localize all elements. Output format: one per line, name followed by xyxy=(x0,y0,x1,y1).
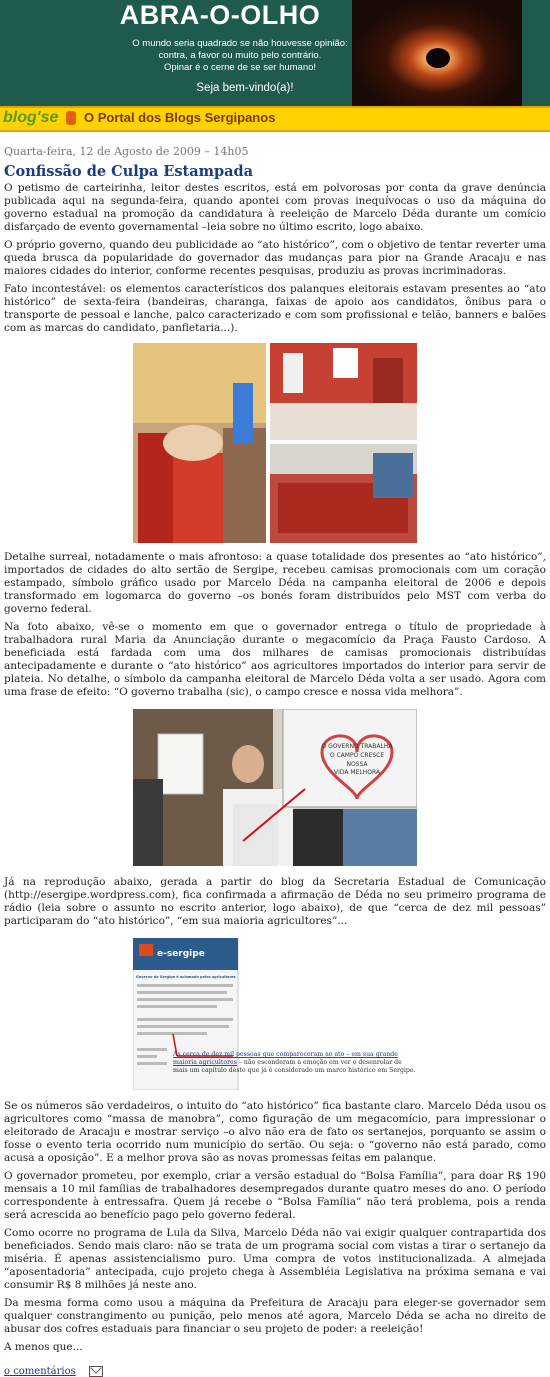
post-paragraph: O próprio governo, quando deu publicidade ao “ato histórico”, com o objetivo de tentar reverter uma queda brusca da popularidade do governador das mudanças para pior na Grande Aracaju e nas maiores cidades do interior, conforme recentes pesquisas, produziu as provas incriminadoras. xyxy=(4,239,546,277)
post-paragraph: Se os números são verdadeiros, o intuito do “ato histórico” fica bastante claro. Marcelo Déda usou os agricultores como “massa de manobra”, como figuração de um megacomício, para impressionar o eleitorado de Aracaju e mostrar serviço –o alvo não era de fato os sertanejos, porquanto se assim o fosse o evento teria ocorrido num município do sertão. Ou seja: o “governo não está parado, como acusa a oposição”. E a melhor prova são as novas promessas feitas em palanque. xyxy=(4,1100,546,1164)
post-paragraph: O governador prometeu, por exemplo, criar a versão estadual do “Bolsa Família”, para doar R$ 190 mensais a 10 mil famílias de trabalhadores desempregados durante quatro meses do ano. O período correspondente à entressafra. Quem já recebe o “Bolsa Família” não terá problema, pois a renda será acrescida ao benefício pago pelo governo federal. xyxy=(4,1170,546,1221)
blog-post xyxy=(0,145,550,1377)
motto-line: Opinar é o cerne de se ser humano! xyxy=(163,62,317,73)
blogse-logo: blog'se xyxy=(3,109,59,126)
shirt-text-line: VIDA MELHORA xyxy=(334,769,380,776)
eye-image xyxy=(352,0,522,106)
motto-line: O mundo seria quadrado se não houvesse opinião: xyxy=(132,38,348,49)
post-footer xyxy=(4,1366,546,1377)
screenshot-caption-highlight: As cerca de dez mil pessoas que compareceram ao ato – em sua grande maioria agricultores xyxy=(173,1051,398,1066)
blog-motto xyxy=(110,38,370,74)
post-paragraph: Fato incontestável: os elementos característicos dos palanques eleitorais estavam presentes ao “ato histórico” de sexta-feira (bandeiras, charanga, faixas de apoio aos candidatos, ônibus para o transporte de pessoal e lanche, palco caracterizado e com som profissional e telão, banners e balões com as marcas do candidato, panfletaria...). xyxy=(4,283,546,334)
comments-link[interactable]: o comentários xyxy=(4,1366,76,1377)
blogse-banner[interactable] xyxy=(0,106,550,132)
post-paragraph: Na foto abaixo, vê-se o momento em que o governador entrega o título de propriedade à trabalhadora rural Maria da Anunciação durante o megacomício da Praça Fausto Cardoso. A beneficiada está fardada com uma dos milhares de camisas promocionais distribuídas antecipadamente e durante o “ato histórico” aos agricultores importados do interior para servir de plateia. No detalhe, o símbolo da campanha eleitoral de Marcelo Déda volta a ser usado. Agora com uma frase de efeito: “O governo trabalha (sic), o campo cresce e nossa vida melhora”. xyxy=(4,621,546,698)
shirt-text-line: O GOVERNO TRABALHA xyxy=(321,743,393,750)
rally-photo-collage xyxy=(133,343,417,543)
shirt-text-line: NOSSA xyxy=(346,761,368,768)
post-paragraph: Da mesma forma como usou a máquina da Prefeitura de Aracaju para eleger-se governador sem qualquer constrangimento ou punição, pelo menos até agora, Marcelo Déda se acha no direito de abusar dos cofres estaduais para financiar o seu projeto de poder: a reeleição! xyxy=(4,1297,546,1335)
post-paragraph: Como ocorre no programa de Lula da Silva, Marcelo Déda não vai exigir qualquer contrapartida dos beneficiados. Sendo mais claro: não se trata de um programa social com vistas a tirar o sertanejo da miséria. É apenas assistencialismo puro. Uma compra de votos institucionalizada. A almejada “aposentadoria” antecipada, cujo projeto chega à Assembléia Legislativa na próxima semana e vai consumir R$ 8 milhões já neste ano. xyxy=(4,1227,546,1291)
post-date: Quarta-feira, 12 de Agosto de 2009 – 14h05 xyxy=(4,145,249,158)
post-paragraph: Já na reprodução abaixo, gerada a partir do blog da Secretaria Estadual de Comunicação (http://esergipe.wordpress.com), fica confirmada a afirmação de Déda no seu primeiro programa de rádio (leia sobre o assunto no escrito anterior, logo abaixo), de que “cerca de dez mil pessoas” participaram do “ato histórico”, “em sua maioria agricultores”... xyxy=(4,876,546,927)
post-paragraph: A menos que... xyxy=(4,1341,83,1353)
post-paragraph: Detalhe surreal, notadamente o mais afrontoso: a quase totalidade dos presentes ao “ato histórico”, importados de cidades do alto sertão de Sergipe, recebeu camisas promocionais com um coração estampado, símbolo gráfico usado por Marcelo Déda na campanha eleitoral de 2006 e depois transformado em logomarca do governo –os bonés foram distribuídos pelo MST com verba do governo federal. xyxy=(4,551,546,615)
welcome-text: Seja bem-vindo(a)! xyxy=(196,82,294,94)
shirt-text-line: O CAMPO CRESCE xyxy=(329,752,385,759)
governor-handover-photo xyxy=(133,709,417,866)
esergipe-screenshot xyxy=(133,938,417,1090)
screenshot-caption-rest: – não esconderam a emoção em ver o desenrolar de mais um capítulo deste que já é considerado um marco histórico em Sergipe. xyxy=(173,1059,416,1074)
post-paragraph: O petismo de carteirinha, leitor destes escritos, está em polvorosas por conta da grave denúncia publicada aqui na segunda-feira, quando apontei com provas inequívocas o uso da máquina do governo estadual na promoção da candidatura à reeleição de Marcelo Déda durante um comício disfarçado de evento governamental –leia sobre no último escrito, logo abaixo. xyxy=(4,182,546,233)
post-title[interactable]: Confissão de Culpa Estampada xyxy=(4,163,254,180)
screenshot-headline: Governo de Sergipe é aclamado pelos agricultores xyxy=(136,975,236,979)
blogse-logo-mark xyxy=(66,111,76,125)
banner-tagline: O Portal dos Blogs Sergipanos xyxy=(84,110,276,125)
blog-header xyxy=(0,0,550,106)
motto-line: contra, a favor ou muito pelo contrário. xyxy=(158,50,322,61)
blog-title[interactable]: ABRA-O-OLHO xyxy=(119,0,321,30)
screenshot-site-name: e-sergipe xyxy=(157,949,205,959)
email-post-icon[interactable] xyxy=(89,1366,103,1377)
